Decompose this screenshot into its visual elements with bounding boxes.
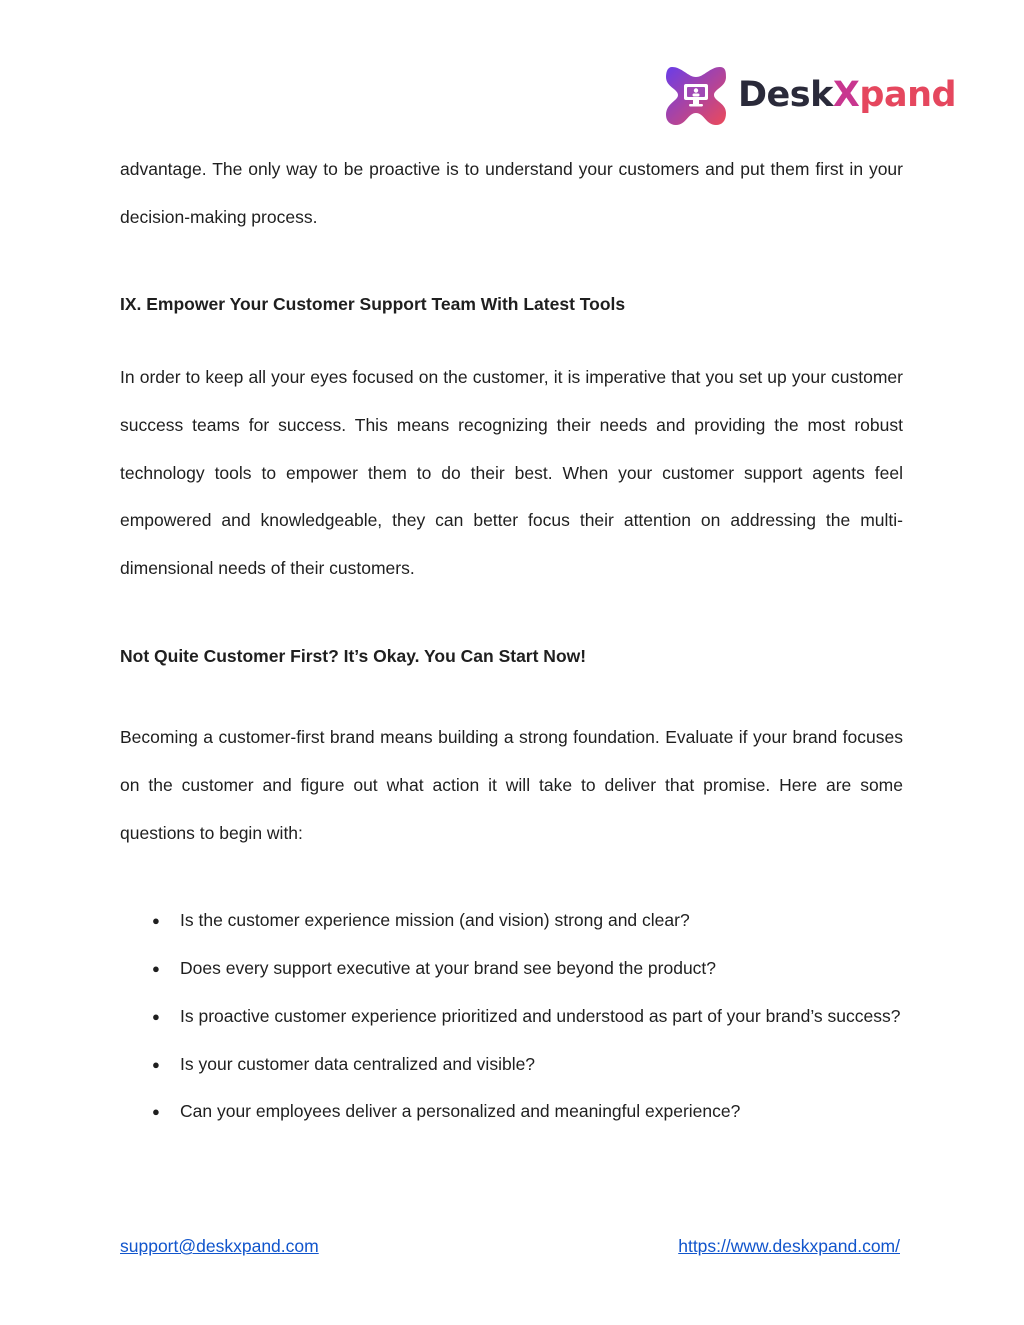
desk-monitor-icon <box>664 63 728 127</box>
support-email-link[interactable]: support@deskxpand.com <box>120 1236 319 1256</box>
list-item-text: Can your employees deliver a personalized and meaningful experience? <box>180 1101 741 1122</box>
document-body <box>120 146 903 1136</box>
list-item <box>120 993 903 1041</box>
list-item-text: Is the customer experience mission (and vision) strong and clear? <box>180 910 690 931</box>
bullet-dot-icon: ● <box>152 1008 160 1024</box>
bullet-dot-icon: ● <box>152 1056 160 1072</box>
brand-wordmark <box>738 74 957 115</box>
list-item <box>120 1088 903 1136</box>
bullet-dot-icon: ● <box>152 961 160 977</box>
section-start-heading: Not Quite Customer First? It’s Okay. You Can Start Now! <box>120 645 587 666</box>
bullet-dot-icon: ● <box>152 913 160 929</box>
section-ix-paragraph: In order to keep all your eyes focused on the customer, it is imperative that you set up your customer success teams for success. This means recognizing their needs and providing the most robust technology tools to empower them to do their best. When your customer support agents feel empowered and knowledgeable, they can better focus their attention on addressing the multi-dimensional needs of their customers. <box>120 367 903 578</box>
bullet-dot-icon: ● <box>152 1104 160 1120</box>
list-item <box>120 1041 903 1089</box>
brand-wordmark-desk: Desk <box>738 74 833 115</box>
section-ix-heading: IX. Empower Your Customer Support Team With Latest Tools <box>120 294 626 315</box>
intro-paragraph: advantage. The only way to be proactive is to understand your customers and put them first in your decision-making process. <box>120 159 903 227</box>
list-item-text: Is your customer data centralized and visible? <box>180 1053 536 1074</box>
brand-wordmark-pand: pand <box>859 74 957 115</box>
brand-wordmark-x: X <box>832 74 860 115</box>
list-item-text: Is proactive customer experience prioritized and understood as part of your brand’s success? <box>180 1005 901 1026</box>
questions-list <box>120 897 903 1136</box>
brand-logo <box>664 60 957 130</box>
list-item-text: Does every support executive at your brand see beyond the product? <box>180 958 717 979</box>
section-start-paragraph: Becoming a customer-first brand means building a strong foundation. Evaluate if your brand focuses on the customer and figure out what action it will take to deliver that promise. Here are some questions to begin with: <box>120 727 903 843</box>
website-link[interactable]: https://www.deskxpand.com/ <box>678 1236 900 1256</box>
list-item <box>120 897 903 945</box>
list-item <box>120 945 903 993</box>
